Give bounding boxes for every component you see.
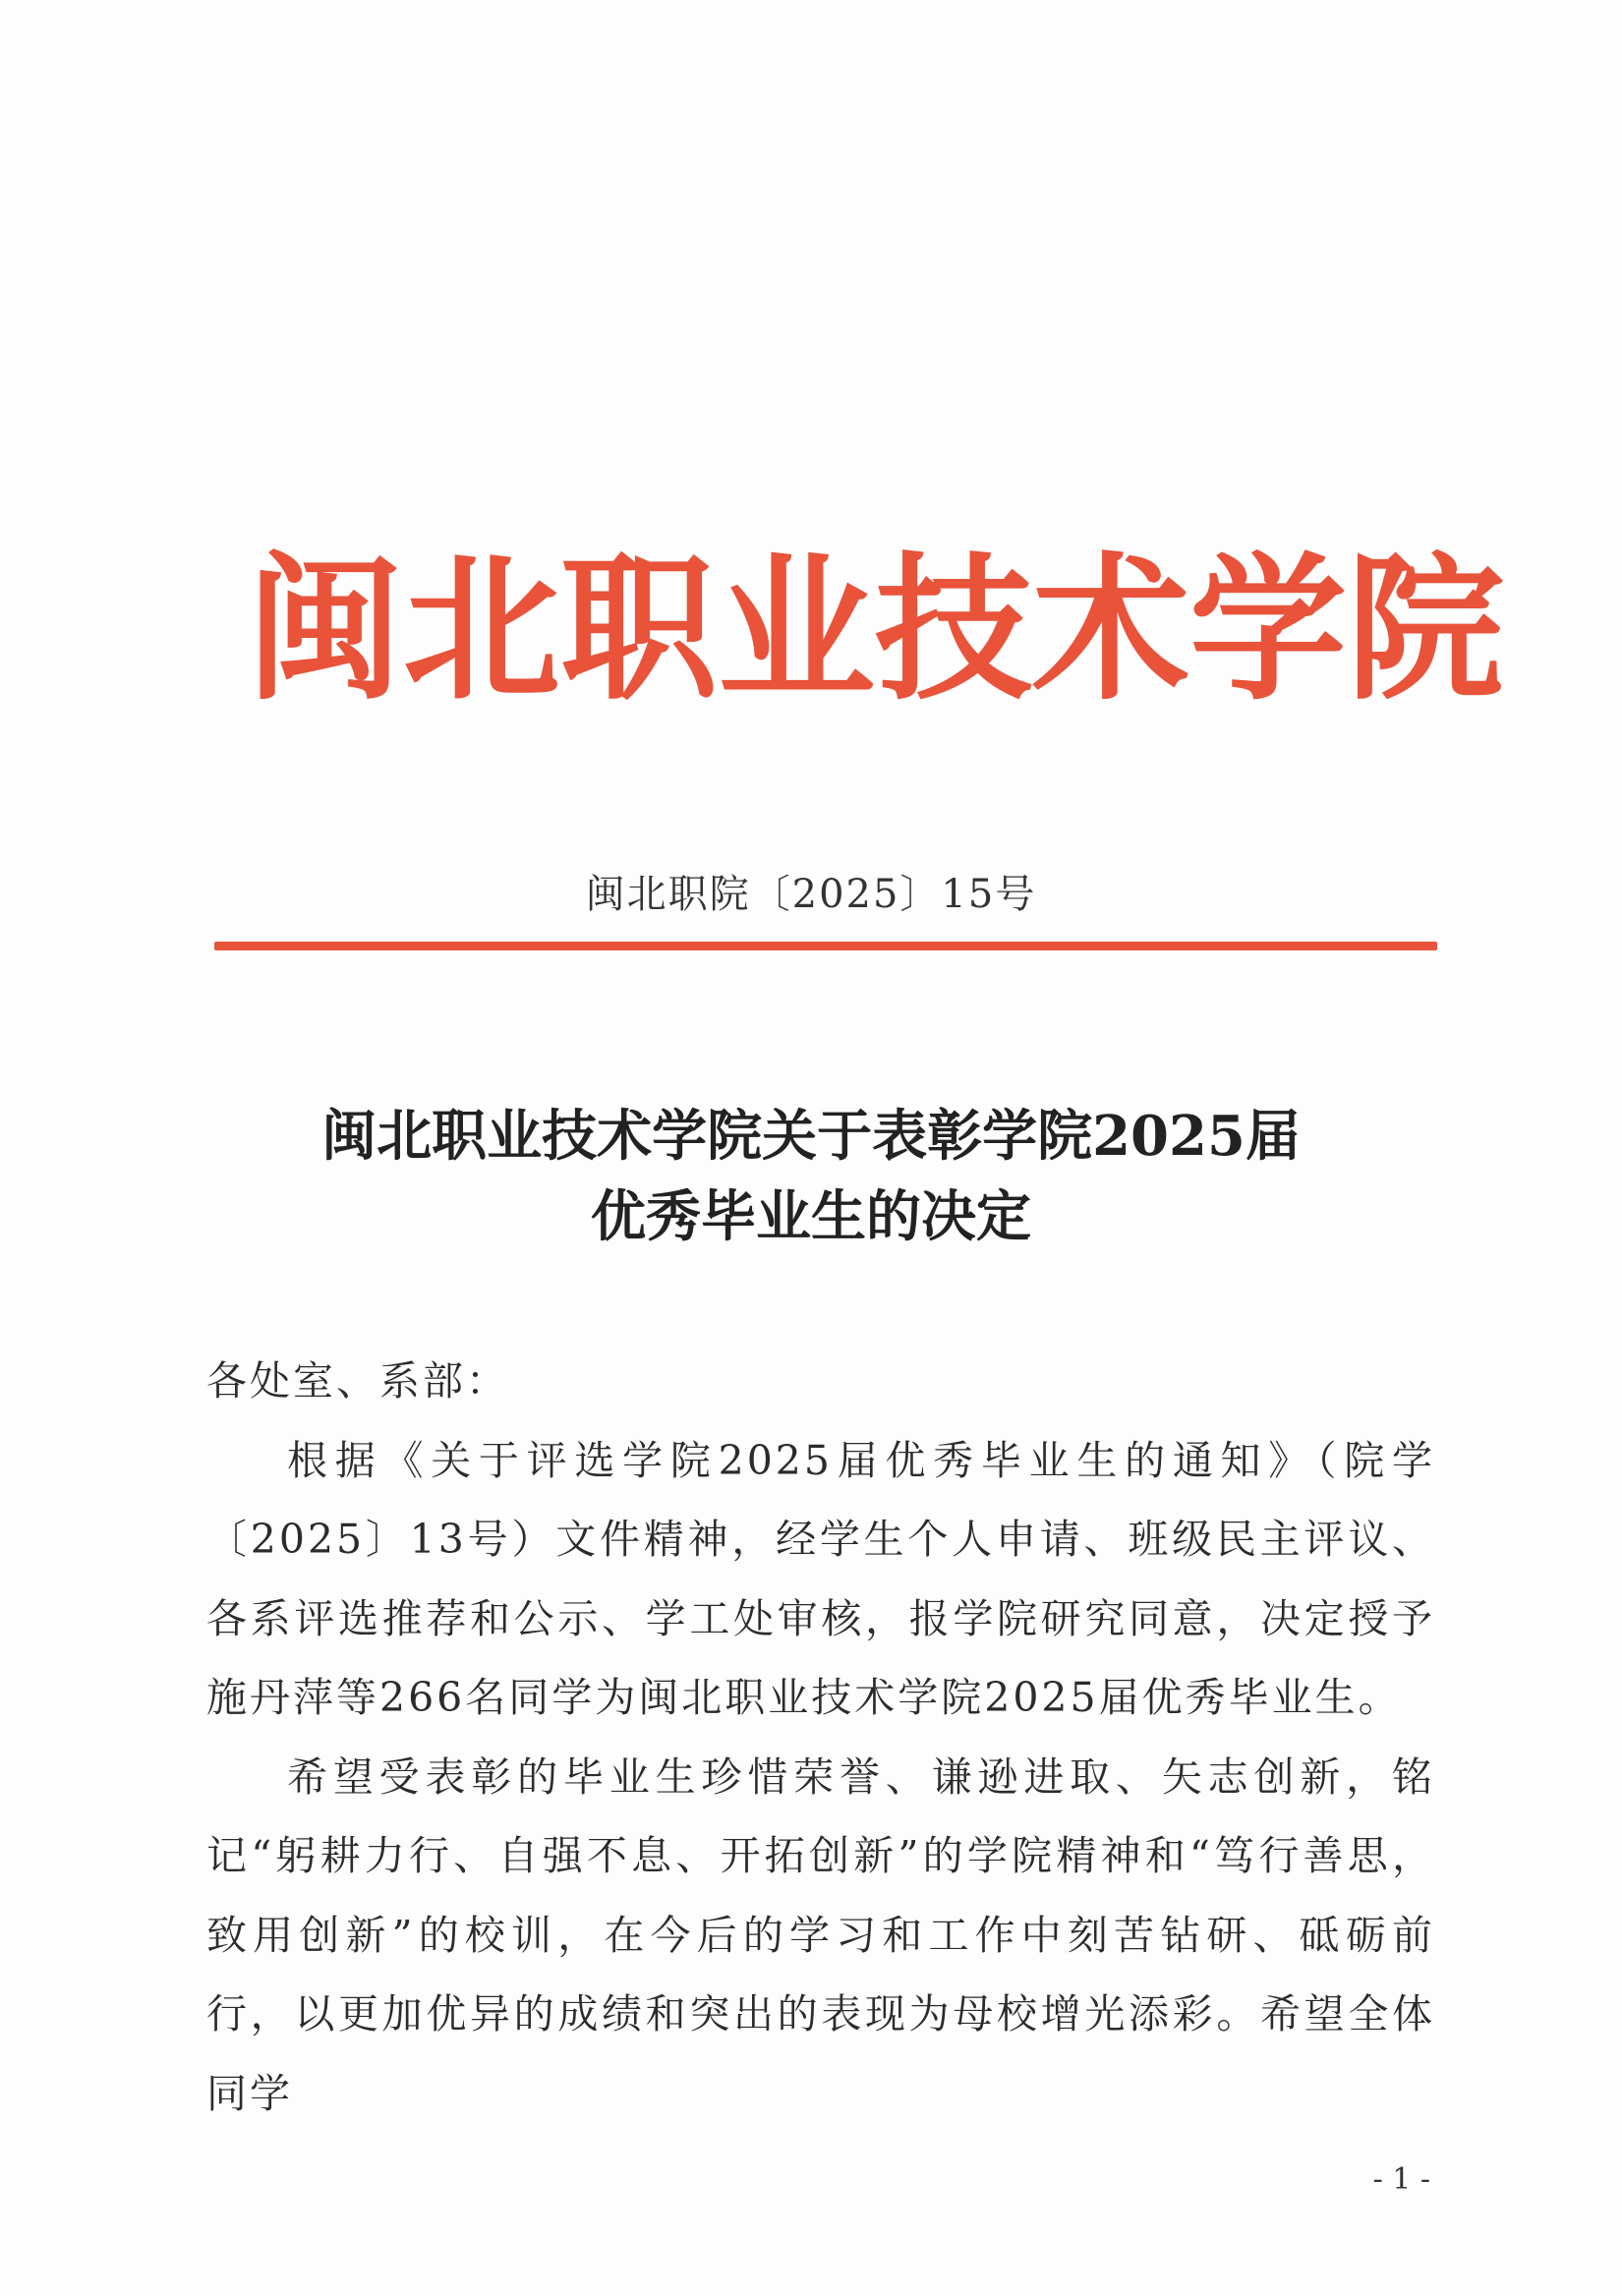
title-line-2: 优秀毕业生的决定 xyxy=(591,1184,1031,1249)
document-body xyxy=(206,1342,1435,2133)
red-divider-line xyxy=(214,942,1437,950)
salutation: 各处室、系部： xyxy=(206,1357,509,1405)
title-line-1: 闽北职业技术学院关于表彰学院2025届 xyxy=(321,1104,1301,1169)
document-title xyxy=(0,1096,1622,1257)
page-number: - 1 - xyxy=(1372,2162,1430,2197)
body-paragraph-1: 根据《关于评选学院2025届优秀毕业生的通知》（院学〔2025〕13号）文件精神，经学生个人申请、班级民主评议、各系评选推荐和公示、学工处审核，报学院研究同意，决定授予施丹萍等266名同学为闽北职业技术学院2025届优秀毕业生。 xyxy=(206,1436,1435,1721)
document-number: 闽北职院〔2025〕15号 xyxy=(585,872,1037,917)
body-paragraph-2: 希望受表彰的毕业生珍惜荣誉、谦逊进取、矢志创新，铭记“躬耕力行、自强不息、开拓创新”的学院精神和“笃行善思，致用创新”的校训，在今后的学习和工作中刻苦钻研、砥砺前行，以更加优异的成绩和突出的表现为母校增光添彩。希望全体同学 xyxy=(206,1752,1435,2117)
letterhead-title: 闽北职业技术学院 xyxy=(246,537,1505,721)
